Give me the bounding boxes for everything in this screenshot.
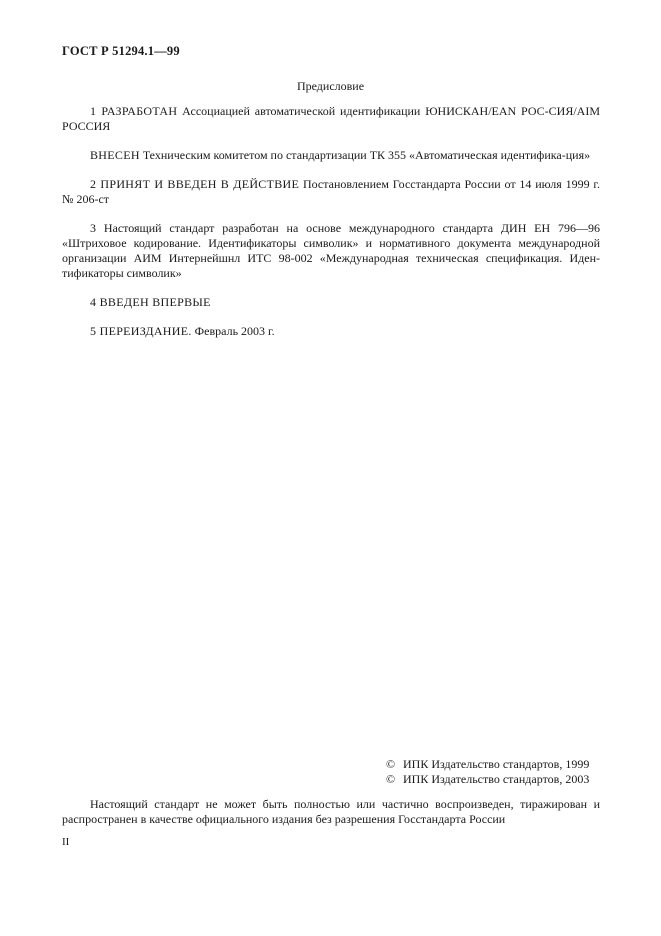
paragraph-lead: 2 ПРИНЯТ И ВВЕДЕН В ДЕЙСТВИЕ — [90, 177, 300, 191]
paragraph-lead: 1 РАЗРАБОТАН — [90, 104, 178, 118]
paragraph-basis — [62, 221, 600, 281]
copyright-text: ИПК Издательство стандартов, 2003 — [403, 772, 590, 786]
section-title: Предисловие — [296, 79, 365, 93]
copyright-line-1999 — [386, 757, 589, 772]
paragraph-introduced-by — [62, 148, 600, 163]
reproduction-notice: Настоящий стандарт не может быть полностью или частично воспроизведен, тиражирован и распространен в качестве официального издания без разрешения Госстандарта России — [62, 797, 600, 826]
paragraph-text: Февраль 2003 г. — [191, 324, 275, 338]
paragraph-lead: 4 ВВЕДЕН ВПЕРВЫЕ — [90, 295, 211, 309]
paragraph-reissue — [62, 324, 600, 339]
paragraph-text: 3 Настоящий стандарт разработан на основе международного стандарта ДИН ЕН 796—96 «Штриховое кодирование. Идентификаторы символик» и нормативного документа международной организации АИМ Интернейшнл ИТС 98-002 «Международная техническая спецификация. Иден-тификаторы символик» — [62, 221, 600, 280]
foreword-body — [62, 104, 600, 353]
copyright-line-2003 — [386, 772, 589, 787]
copyright-text: ИПК Издательство стандартов, 1999 — [403, 757, 590, 771]
paragraph-lead: ВНЕСЕН — [90, 148, 140, 162]
paragraph-adopted — [62, 177, 600, 207]
paragraph-first-introduced — [62, 295, 600, 310]
paragraph-text: Постановлением Госстандарта России от 14 июля 1999 г. № 206-ст — [62, 177, 600, 206]
copyright-icon: © — [386, 757, 396, 771]
paragraph-text: Техническим комитетом по стандартизации ТК 355 «Автоматическая идентифика-ция» — [139, 148, 591, 162]
paragraph-text: Ассоциацией автоматической идентификации ЮНИСКАН/EAN РОС-СИЯ/AIM РОССИЯ — [62, 104, 600, 133]
copyright-block — [386, 757, 589, 787]
page-number: II — [62, 836, 70, 848]
paragraph-developed-by — [62, 104, 600, 134]
document-code: ГОСТ Р 51294.1—99 — [62, 44, 180, 58]
copyright-icon: © — [386, 772, 396, 786]
paragraph-lead: 5 ПЕРЕИЗДАНИЕ. — [90, 324, 192, 338]
